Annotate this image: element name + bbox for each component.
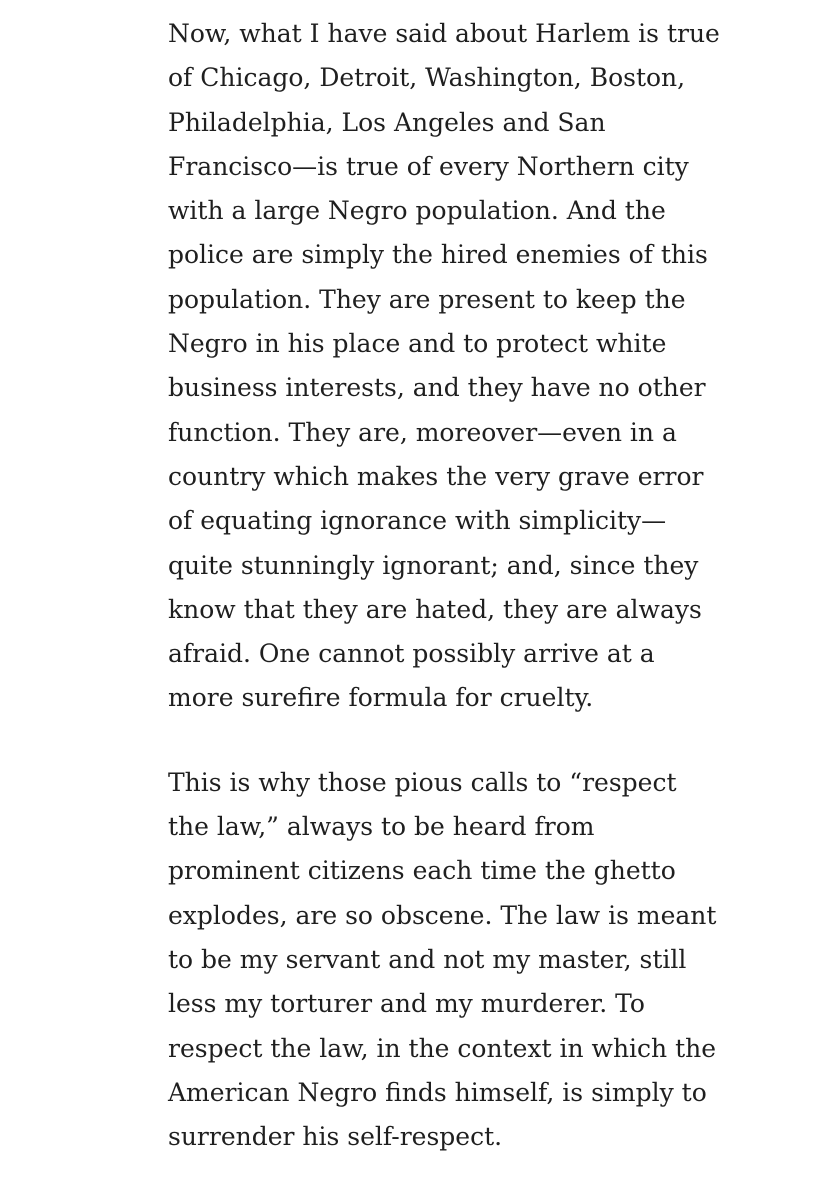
text-line: afraid. One cannot possibly arrive at a — [168, 639, 655, 669]
text-line: American Negro finds himself, is simply to — [168, 1077, 707, 1107]
text-line: business interests, and they have no other — [168, 373, 706, 403]
text-line: to be my servant and not my master, still — [168, 944, 687, 974]
text-line: quite stunningly ignorant; and, since they — [168, 550, 699, 580]
text-line: of Chicago, Detroit, Washington, Boston, — [168, 63, 686, 93]
paragraph-1 — [168, 12, 728, 721]
text-line: less my torturer and my murderer. To — [168, 989, 645, 1019]
text-line: Francisco—is true of every Northern city — [168, 151, 689, 181]
article-body — [168, 12, 728, 1159]
text-line: more surefire formula for cruelty. — [168, 683, 594, 713]
text-line: surrender his self-respect. — [168, 1122, 503, 1152]
text-line: This is why those pious calls to “respect — [168, 767, 677, 797]
text-line: the law,” always to be heard from — [168, 812, 595, 842]
text-line: Negro in his place and to protect white — [168, 329, 667, 359]
text-line: function. They are, moreover—even in a — [168, 417, 677, 447]
paragraph-spacer — [168, 721, 728, 761]
text-line: of equating ignorance with simplicity— — [168, 506, 667, 536]
text-line: know that they are hated, they are always — [168, 594, 702, 624]
text-line: explodes, are so obscene. The law is meant — [168, 900, 717, 930]
text-line: Now, what I have said about Harlem is true — [168, 19, 720, 48]
text-line: police are simply the hired enemies of this — [168, 240, 708, 270]
text-line: Philadelphia, Los Angeles and San — [168, 107, 606, 137]
text-line: population. They are present to keep the — [168, 284, 686, 314]
paragraph-2 — [168, 761, 728, 1160]
text-line: respect the law, in the context in which the — [168, 1033, 717, 1063]
text-line: prominent citizens each time the ghetto — [168, 856, 676, 886]
text-line: with a large Negro population. And the — [168, 196, 666, 226]
text-line: country which makes the very grave error — [168, 461, 704, 491]
